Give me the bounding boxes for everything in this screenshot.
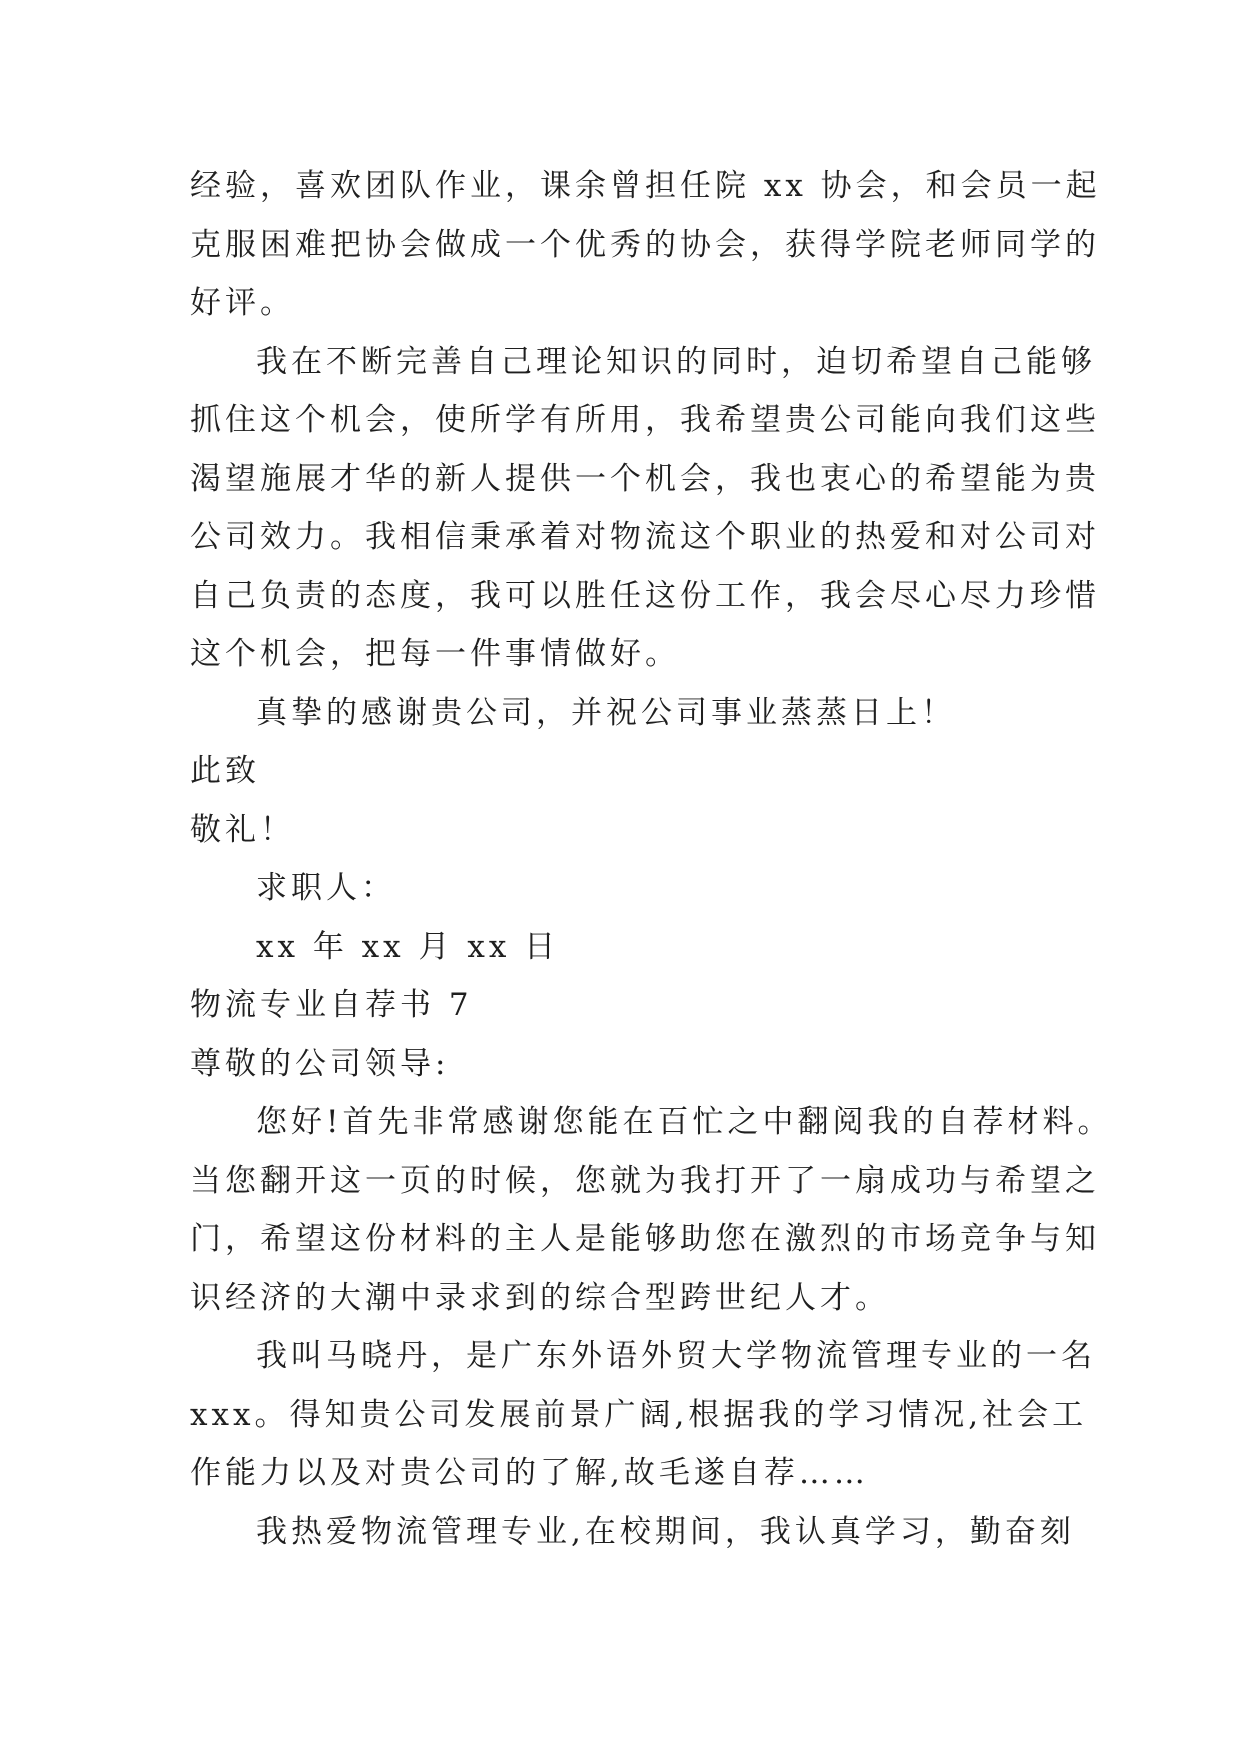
text-line-1: 经验，喜欢团队作业，课余曾担任院 xx 协会，和会员一起 xyxy=(190,168,1101,204)
text-line-10: 真挚的感谢贵公司，并祝公司事业蒸蒸日上！ xyxy=(256,695,956,731)
closing-line-2: 敬礼！ xyxy=(190,812,295,848)
closing-line-1: 此致 xyxy=(190,753,260,789)
text-line-5: 抓住这个机会，使所学有所用，我希望贵公司能向我们这些 xyxy=(190,402,1100,438)
text-line-9: 这个机会，把每一件事情做好。 xyxy=(190,636,680,672)
text-line-23: 作能力以及对贵公司的了解,故毛遂自荐…… xyxy=(190,1455,869,1491)
section-title: 物流专业自荐书 7 xyxy=(190,987,473,1023)
text-line-20: 识经济的大潮中录求到的综合型跨世纪人才。 xyxy=(190,1280,890,1316)
text-line-7: 公司效力。我相信秉承着对物流这个职业的热爱和对公司对 xyxy=(190,519,1100,555)
salutation: 尊敬的公司领导: xyxy=(190,1046,450,1082)
text-line-18: 当您翻开这一页的时候，您就为我打开了一扇成功与希望之 xyxy=(190,1163,1100,1199)
text-line-24: 我热爱物流管理专业,在校期间，我认真学习，勤奋刻 xyxy=(256,1514,1075,1550)
text-line-3: 好评。 xyxy=(190,285,295,321)
text-line-6: 渴望施展才华的新人提供一个机会，我也衷心的希望能为贵 xyxy=(190,461,1100,497)
text-line-21: 我叫马晓丹，是广东外语外贸大学物流管理专业的一名 xyxy=(256,1338,1096,1374)
signature-label: 求职人： xyxy=(256,870,396,906)
text-line-2: 克服困难把协会做成一个优秀的协会，获得学院老师同学的 xyxy=(190,227,1100,263)
text-line-22: xxx。得知贵公司发展前景广阔,根据我的学习情况,社会工 xyxy=(190,1397,1088,1433)
date-line: xx 年 xx 月 xx 日 xyxy=(256,929,560,965)
text-line-19: 门，希望这份材料的主人是能够助您在激烈的市场竞争与知 xyxy=(190,1221,1100,1257)
text-line-4: 我在不断完善自己理论知识的同时，迫切希望自己能够 xyxy=(256,344,1096,380)
text-line-8: 自己负责的态度，我可以胜任这份工作，我会尽心尽力珍惜 xyxy=(190,578,1100,614)
text-line-17: 您好!首先非常感谢您能在百忙之中翻阅我的自荐材料。 xyxy=(256,1104,1113,1140)
